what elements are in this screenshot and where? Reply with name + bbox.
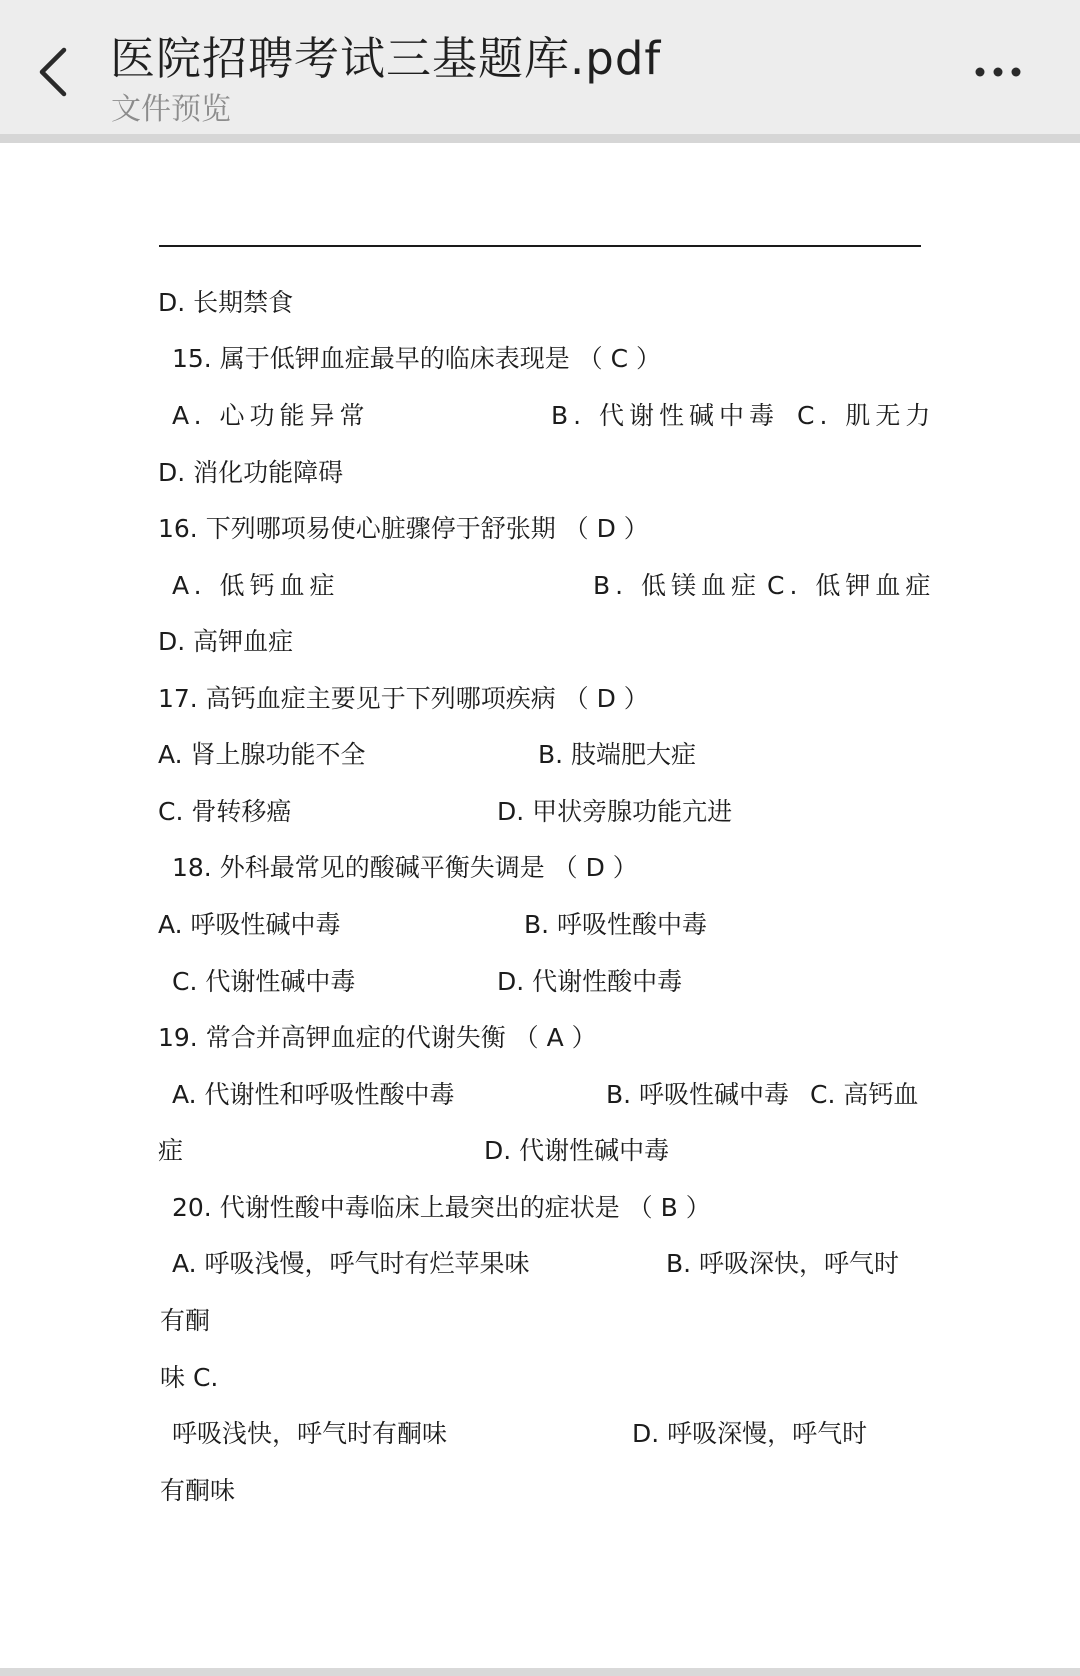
answer-option: D. 甲状旁腺功能亢进 bbox=[497, 797, 733, 826]
chevron-left-icon bbox=[28, 30, 88, 110]
answer-option: B. 呼吸性酸中毒 bbox=[524, 910, 708, 939]
page-subtitle: 文件预览 bbox=[111, 92, 231, 127]
answer-option: C. 骨转移癌 bbox=[158, 797, 292, 826]
answer-option: A. 肾上腺功能不全 bbox=[158, 740, 366, 769]
question-line: 20. 代谢性酸中毒临床上最突出的症状是 （ B ） bbox=[172, 1193, 711, 1222]
question-line: 16. 下列哪项易使心脏骤停于舒张期 （ D ） bbox=[158, 514, 649, 543]
answer-option: B. 低镁血症 bbox=[593, 571, 762, 600]
question-line: 17. 高钙血症主要见于下列哪项疾病 （ D ） bbox=[158, 684, 649, 713]
answer-option: A. 呼吸浅慢，呼气时有烂苹果味 bbox=[172, 1249, 530, 1278]
top-app-bar bbox=[0, 0, 1080, 134]
answer-option: B. 肢端肥大症 bbox=[538, 740, 697, 769]
answer-option: C. 肌无力 bbox=[797, 401, 936, 430]
answer-option: 有酮 bbox=[160, 1306, 211, 1335]
answer-option: C. 高钙血 bbox=[810, 1080, 919, 1109]
answer-option: D. 高钾血症 bbox=[158, 627, 294, 656]
question-line: 15. 属于低钾血症最早的临床表现是 （ C ） bbox=[172, 344, 662, 373]
question-line: 18. 外科最常见的酸碱平衡失调是 （ D ） bbox=[172, 853, 638, 882]
answer-option: A. 低钙血症 bbox=[172, 571, 340, 600]
answer-option: C. 低钾血症 bbox=[767, 571, 936, 600]
answer-option: D. 代谢性酸中毒 bbox=[497, 967, 683, 996]
answer-option: B. 呼吸深快，呼气时 bbox=[666, 1249, 900, 1278]
bottom-edge bbox=[0, 1668, 1080, 1676]
answer-option: A. 心功能异常 bbox=[172, 401, 370, 430]
answer-option: D. 消化功能障碍 bbox=[158, 458, 344, 487]
question-line: 19. 常合并高钾血症的代谢失衡 （ A ） bbox=[158, 1023, 597, 1052]
answer-option: 呼吸浅快，呼气时有酮味 bbox=[172, 1419, 448, 1448]
more-horizontal-icon bbox=[970, 58, 1030, 86]
answer-option: C. 代谢性碱中毒 bbox=[172, 967, 356, 996]
back-button[interactable] bbox=[28, 30, 88, 110]
header-divider bbox=[0, 134, 1080, 143]
more-options-button[interactable] bbox=[970, 58, 1030, 86]
answer-option: B. 代谢性碱中毒 bbox=[551, 401, 780, 430]
page-rule bbox=[159, 245, 921, 247]
answer-option: D. 代谢性碱中毒 bbox=[484, 1136, 670, 1165]
answer-option: A. 代谢性和呼吸性酸中毒 bbox=[172, 1080, 455, 1109]
answer-option: 味 C. bbox=[160, 1363, 219, 1392]
answer-option: D. 呼吸深慢，呼气时 bbox=[632, 1419, 868, 1448]
answer-option: 症 bbox=[158, 1136, 184, 1165]
answer-option: D. 长期禁食 bbox=[158, 288, 294, 317]
answer-option: 有酮味 bbox=[160, 1476, 236, 1505]
answer-option: A. 呼吸性碱中毒 bbox=[158, 910, 341, 939]
document-title: 医院招聘考试三基题库.pdf bbox=[110, 32, 662, 85]
answer-option: B. 呼吸性碱中毒 bbox=[606, 1080, 790, 1109]
